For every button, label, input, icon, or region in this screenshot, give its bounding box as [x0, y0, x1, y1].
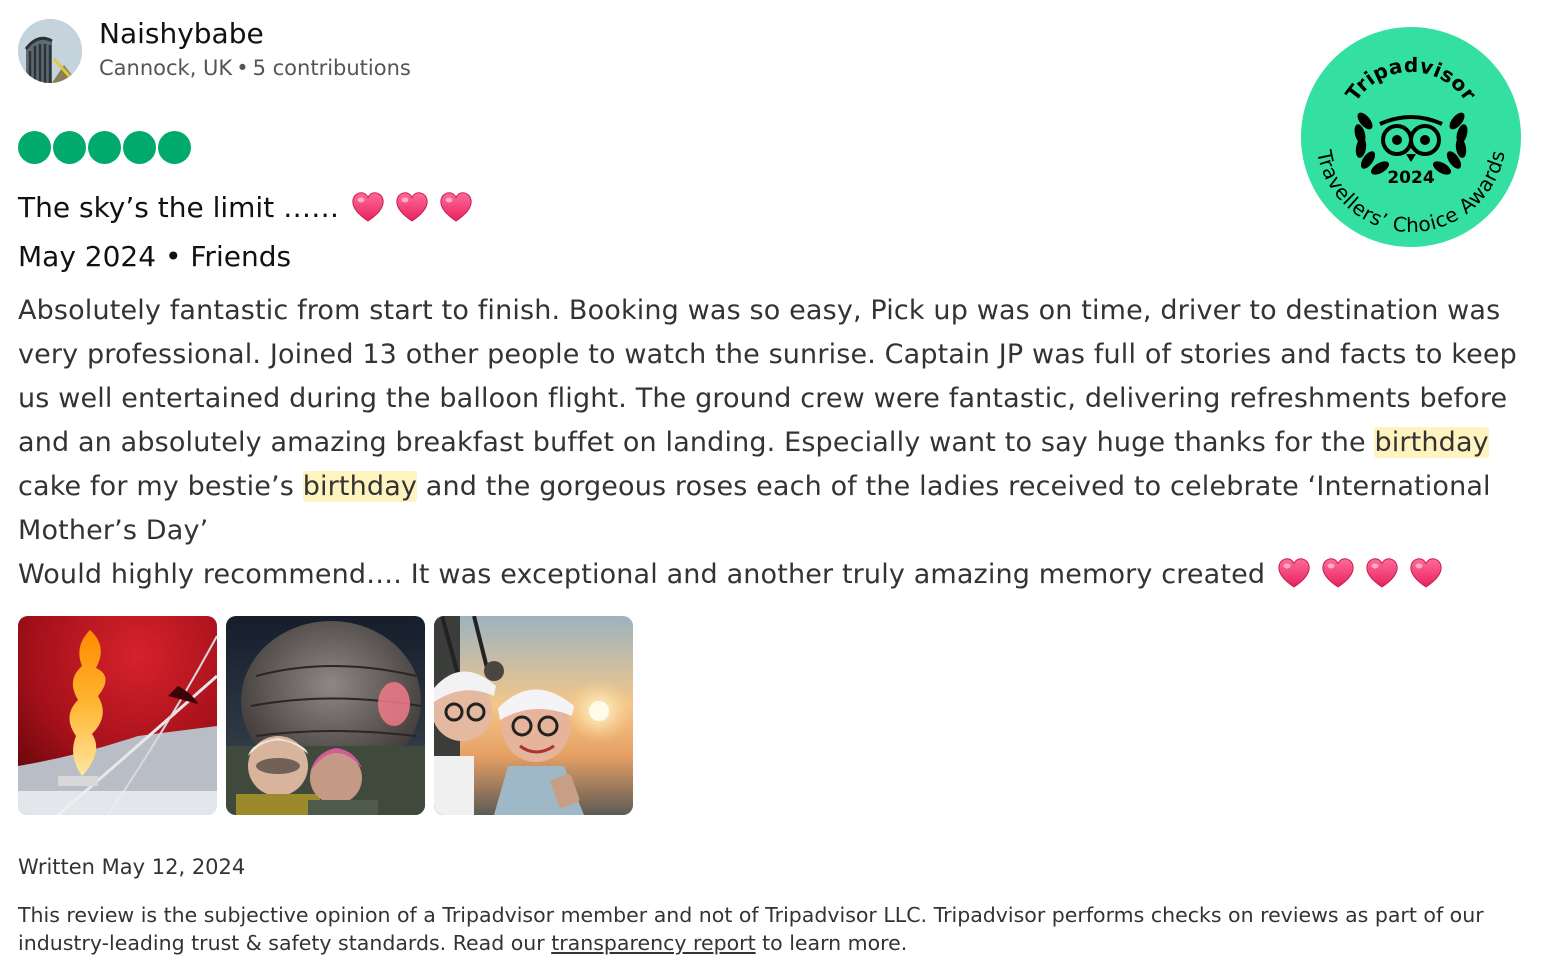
rating-bubble-icon — [123, 131, 156, 164]
selfie-balloon-night-photo[interactable] — [226, 616, 425, 815]
rating-bubble-icon — [53, 131, 86, 164]
balloon-flame-photo[interactable] — [18, 616, 217, 815]
search-highlight: birthday — [1374, 427, 1489, 458]
body-hearts — [1277, 557, 1443, 589]
disclaimer-text: This review is the subjective opinion of a Tripadvisor member and not of Tripadvisor LLC. Tripadvisor performs checks on reviews as part of our industry-leading trust & safety standards. Read our — [18, 903, 1484, 955]
avatar[interactable] — [18, 19, 82, 83]
selfie-sunrise-basket-photo[interactable] — [434, 616, 633, 815]
rating-bubble-icon — [158, 131, 191, 164]
review-body-text: and the gorgeous roses each of the ladies received to celebrate ‘International Mother’s Day’ — [18, 471, 1491, 546]
heart-icon — [1409, 557, 1443, 589]
review-date-trip-type: May 2024 • Friends — [18, 240, 292, 273]
badge-year-text: 2024 — [1387, 168, 1435, 188]
review-body-text: cake for my bestie’s — [18, 471, 303, 502]
heart-icon — [439, 191, 473, 223]
search-highlight: birthday — [302, 471, 418, 502]
badge-brand-text: Tripadvisor — [1340, 52, 1482, 106]
transparency-report-link[interactable]: transparency report — [551, 931, 756, 955]
review-body — [18, 289, 1523, 597]
reviewer-contributions: 5 contributions — [252, 55, 411, 80]
heart-icon — [1321, 557, 1355, 589]
review-title-text: The sky’s the limit …… — [18, 190, 340, 224]
review-body-paragraph — [18, 289, 1523, 553]
heart-icon — [1365, 557, 1399, 589]
heart-icon — [351, 191, 385, 223]
badge-award-text: Travellers’ Choice Awards — [1312, 147, 1510, 238]
disclaimer-text: to learn more. — [755, 931, 908, 955]
reviewer-name[interactable]: Naishybabe — [99, 16, 264, 50]
title-hearts — [351, 191, 473, 223]
review-body-text: Would highly recommend…. It was exceptional and another truly amazing memory created — [18, 559, 1266, 590]
reviewer-meta — [99, 55, 411, 80]
written-date: Written May 12, 2024 — [18, 855, 246, 879]
review-photos — [18, 616, 1528, 815]
reviewer-info — [99, 16, 411, 80]
review-body-text: Absolutely fantastic from start to finish. Booking was so easy, Pick up was on time, driver to destination was very professional. Joined 13 other people to watch the sunrise. Captain JP was full of stories and facts to keep us well entertained during the balloon flight. The ground crew were fantastic, delivering refreshments before and an absolutely amazing breakfast buffet on landing. Especially want to say huge thanks for the — [18, 295, 1517, 458]
heart-icon — [1277, 557, 1311, 589]
review-body-last-line — [18, 553, 1523, 597]
travellers-choice-badge — [1300, 26, 1522, 248]
rating-bubble-icon — [18, 131, 51, 164]
heart-icon — [395, 191, 429, 223]
rating-bubble-icon — [88, 131, 121, 164]
review-disclaimer — [18, 901, 1528, 957]
reviewer-location: Cannock, UK — [99, 55, 233, 80]
meta-separator: • — [236, 55, 249, 80]
